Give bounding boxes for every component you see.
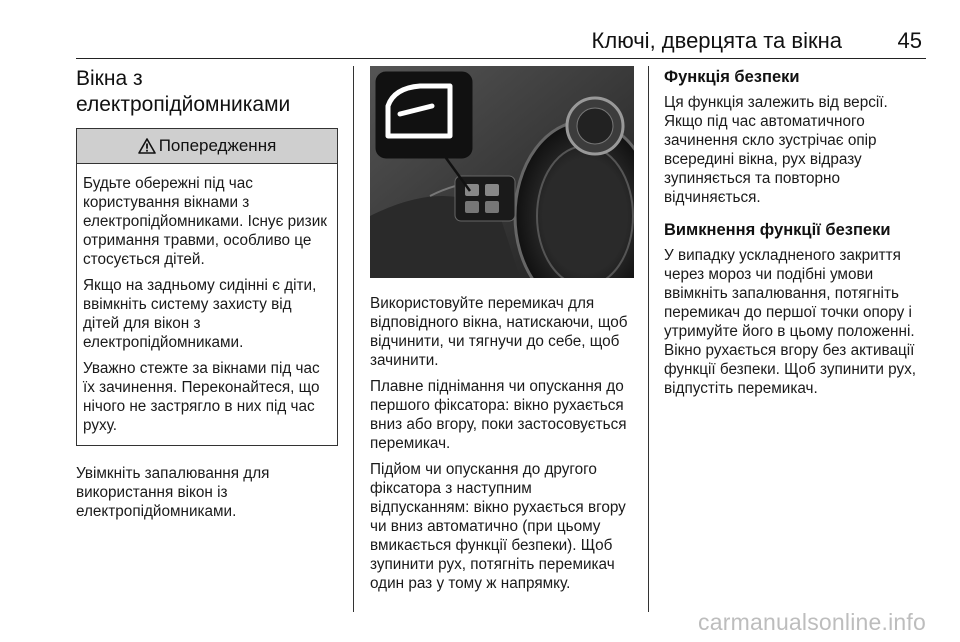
- warning-heading: Попередження: [158, 136, 277, 155]
- column-3: [664, 66, 928, 398]
- column-divider-2: [648, 66, 649, 612]
- column-1: [76, 66, 338, 521]
- section-title: [76, 66, 338, 118]
- page-header: [0, 0, 960, 58]
- column-2: [370, 66, 635, 593]
- warning-triangle-icon: [138, 138, 156, 154]
- ignition-paragraph: Увімкніть запалювання для використання вікон із електропідйомниками.: [76, 465, 270, 520]
- disable-safety-heading: Вимкнення функції безпеки: [664, 221, 891, 239]
- chapter-title: Ключі, дверцята та вікна: [591, 28, 842, 53]
- switch-usage-paragraph: Використовуйте перемикач для відповідного вікна, натискаючи, щоб відчинити, чи тягнучи до себе, щоб зачинити.: [370, 295, 628, 369]
- column-divider-1: [353, 66, 354, 612]
- safety-function-heading: Функція безпеки: [664, 68, 800, 86]
- warning-body: [77, 164, 337, 445]
- warning-box: [76, 128, 338, 446]
- disable-safety-paragraph: У випадку ускладненого закриття через мороз чи подібні умови ввімкніть запалювання, потягніть перемикач до першої точки опору і утримуйте його в цьому положенні. Вікно рухається вгору без активації функції безпеки. Щоб зупинити рух, відпустіть перемикач.: [664, 247, 917, 397]
- warning-paragraph: Якщо на задньому сидінні є діти, ввімкніть систему захисту від дітей для вікон з електропідйомниками.: [83, 277, 317, 351]
- warning-paragraph: Уважно стежте за вікнами під час їх зачинення. Переконайтеся, що нічого не застрягло в них під час руху.: [83, 360, 320, 434]
- second-detent-paragraph: Підйом чи опускання до другого фіксатора з наступним відпусканням: вікно рухається вгору чи вниз автоматично (при цьому вмикається функції безпеки). Щоб зупинити рух, потягніть перемикач один раз у тому ж напрямку.: [370, 461, 626, 592]
- door-panel-illustration: [370, 66, 634, 278]
- first-detent-paragraph: Плавне піднімання чи опускання до першого фіксатора: вікно рухається вниз або вгору, поки застосовується перемикач.: [370, 378, 627, 452]
- window-switch-photo: [370, 66, 634, 278]
- watermark: carmanualsonline.info: [698, 609, 926, 635]
- safety-function-paragraph: Ця функція залежить від версії. Якщо під час автоматичного зачинення скло зустрічає опір всередині вікна, рух відразу зупиняється та повторно відчиняється.: [664, 94, 888, 206]
- warning-header: [77, 129, 337, 164]
- warning-paragraph: Будьте обережні під час користування вікнами з електропідйомниками. Існує ризик отримання травми, особливо це стосується дітей.: [83, 175, 327, 268]
- page-number: 45: [897, 28, 922, 53]
- section-title-line1: Вікна з: [76, 67, 143, 90]
- section-title-line2: електропідйомниками: [76, 93, 291, 116]
- header-divider: [76, 58, 926, 59]
